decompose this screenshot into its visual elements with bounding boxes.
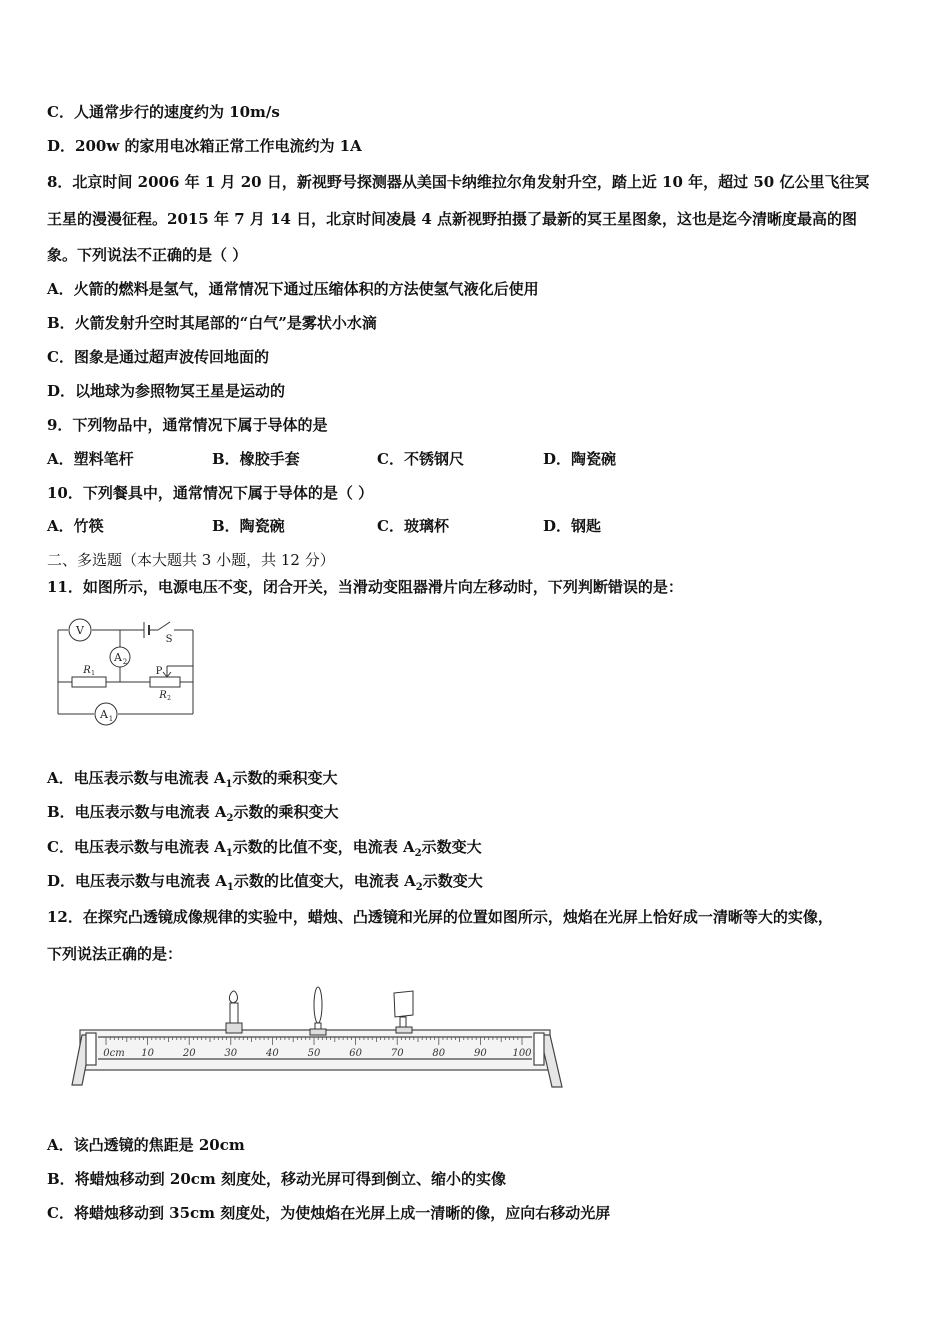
ruler-label: 50 (307, 1048, 321, 1059)
q10-option-d: D．钢匙 (543, 517, 602, 535)
q10-stem: 10．下列餐具中，通常情况下属于导体的是（ ） (47, 484, 374, 502)
ruler-label: 80 (432, 1048, 446, 1059)
q11-circuit-diagram (50, 612, 200, 728)
q11-option-d: D．电压表示数与电流表 $A_1$示数的比值变大，电流表 $A_2$示数变大 (47, 872, 483, 893)
light-screen-icon (394, 991, 413, 1033)
ruler-label: 10 (141, 1048, 154, 1059)
q9-stem: 9．下列物品中，通常情况下属于导体的是 (47, 416, 328, 434)
q12-stem-line2: 下列说法正确的是： (47, 945, 183, 963)
q12-option-c: C．将蜡烛移动到 35cm 刻度处，为使烛焰在光屏上成一清晰的像，应向右移动光屏 (47, 1204, 611, 1222)
convex-lens-icon (310, 987, 326, 1035)
q12-optical-bench-diagram (70, 985, 570, 1090)
q7-option-d: D．200w 的家用电冰箱正常工作电流约为 1A (47, 137, 362, 155)
switch-label: S (165, 634, 173, 645)
q10-option-a: A．竹筷 (47, 517, 104, 535)
ruler-label: 70 (390, 1048, 404, 1059)
candle-icon (226, 991, 242, 1033)
ammeter-a2-label: A (114, 651, 122, 664)
ruler-label: 60 (349, 1048, 362, 1059)
ammeter-a1-subscript: 1 (108, 715, 114, 723)
r1-label: R (83, 665, 91, 676)
q8-stem-line2: 王星的漫漫征程。2015 年 7 月 14 日，北京时间凌晨 4 点新视野拍摄了最新的冥王星图象，这也是迄今清晰度最高的图 (47, 210, 858, 228)
ruler-label: 90 (474, 1048, 487, 1059)
slider-label: P (155, 666, 163, 677)
r1-subscript: 1 (91, 670, 95, 677)
ammeter-a2-subscript: 2 (122, 658, 128, 666)
q11-option-c: C．电压表示数与电流表 $A_1$示数的比值不变，电流表 $A_2$示数变大 (47, 838, 482, 859)
q7-option-c: C．人通常步行的速度约为 10m/s (47, 103, 280, 121)
q11-stem: 11．如图所示，电源电压不变，闭合开关，当滑动变阻器滑片向左移动时，下列判断错误的是： (47, 578, 683, 596)
ammeter-a1-label: A (100, 708, 108, 721)
section-heading-multi-choice: 二、多选题（本大题共 3 小题，共 12 分） (47, 551, 335, 569)
q9-option-c: C．不锈钢尺 (377, 450, 464, 468)
q8-stem-line3: 象。下列说法不正确的是（ ） (47, 246, 248, 264)
voltmeter-label: V (76, 624, 84, 637)
ruler-label: 40 (266, 1048, 279, 1059)
q8-stem-line1: 8．北京时间 2006 年 1 月 20 日，新视野号探测器从美国卡纳维拉尔角发射升空，踏上近 10 年，超过 50 亿公里飞往冥 (47, 173, 870, 191)
r2-subscript: 2 (167, 695, 171, 702)
q8-option-a: A．火箭的燃料是氢气，通常情况下通过压缩体积的方法使氢气液化后使用 (47, 280, 539, 298)
q12-option-b: B．将蜡烛移动到 20cm 刻度处，移动光屏可得到倒立、缩小的实像 (47, 1170, 507, 1188)
q11-option-a: A．电压表示数与电流表 $A_1$示数的乘积变大 (47, 769, 338, 790)
r2-label: R (159, 690, 167, 701)
q8-option-b: B．火箭发射升空时其尾部的“白气”是雾状小水滴 (47, 314, 377, 332)
q9-option-a: A．塑料笔杆 (47, 450, 134, 468)
q9-option-d: D．陶瓷碗 (543, 450, 617, 468)
q12-stem-line1: 12．在探究凸透镜成像规律的实验中，蜡烛、凸透镜和光屏的位置如图所示，烛焰在光屏上恰好成一清晰等大的实像， (47, 908, 833, 926)
ruler-label: 30 (224, 1048, 238, 1059)
ruler-label: 0cm (103, 1048, 125, 1059)
ruler-label: 20 (182, 1048, 196, 1059)
ruler-label: 100 (512, 1048, 532, 1059)
q11-option-b: B．电压表示数与电流表 $A_2$示数的乘积变大 (47, 803, 339, 824)
q12-option-a: A．该凸透镜的焦距是 20cm (47, 1136, 245, 1154)
q10-option-b: B．陶瓷碗 (212, 517, 285, 535)
q10-option-c: C．玻璃杯 (377, 517, 449, 535)
q8-option-c: C．图象是通过超声波传回地面的 (47, 348, 269, 366)
q9-option-b: B．橡胶手套 (212, 450, 300, 468)
q8-option-d: D．以地球为参照物冥王星是运动的 (47, 382, 286, 400)
